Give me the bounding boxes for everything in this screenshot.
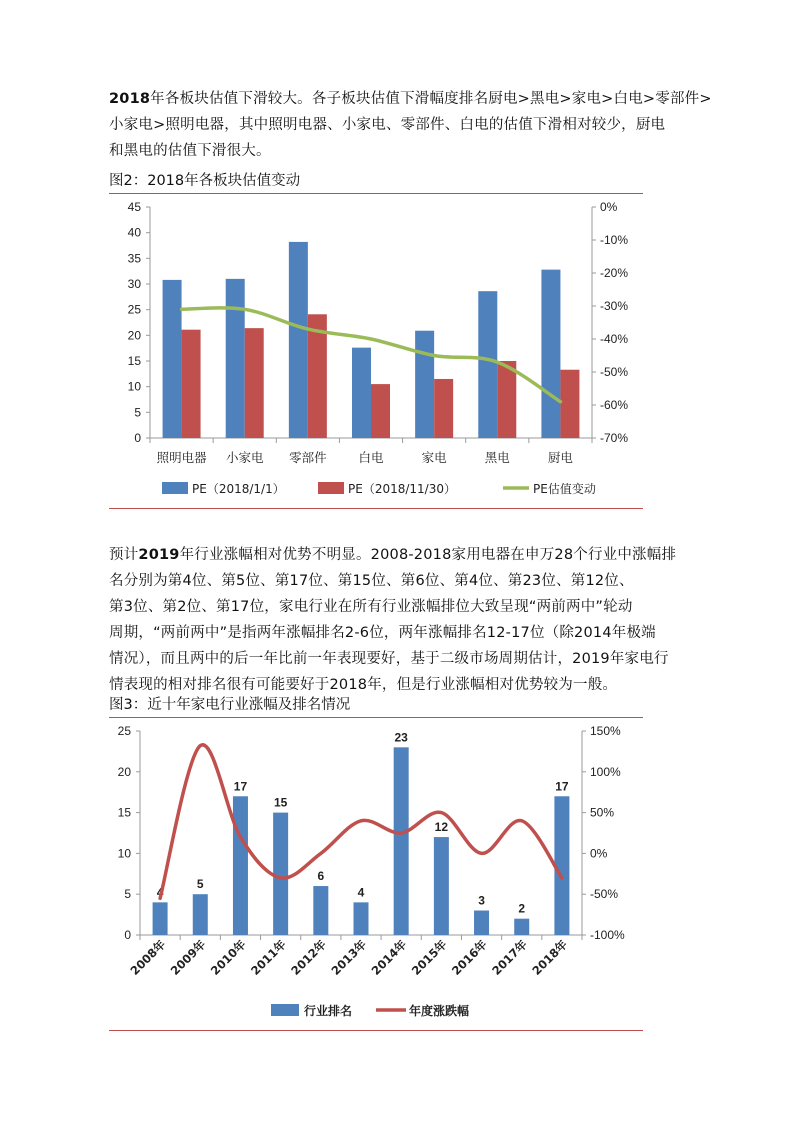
fig3-data-label: 6	[317, 869, 325, 884]
fig2-bar	[352, 348, 371, 438]
fig2-x-tick-label: 白电	[358, 450, 384, 465]
fig3-legend-label: 年度涨跌幅	[409, 1004, 470, 1018]
fig2-x-tick-label: 照明电器	[156, 450, 207, 465]
para2-line-2: 名分别为第4位、第5位、第17位、第15位、第6位、第4位、第23位、第12位、	[109, 573, 634, 589]
para1-line-3: 和黑电的估值下滑很大。	[109, 143, 271, 159]
fig3-y-tick-label: 25	[117, 724, 131, 738]
fig2-y-tick-label: 35	[127, 251, 141, 266]
fig2-y-tick-label: 25	[127, 302, 141, 317]
fig2-line-series	[182, 308, 561, 402]
fig3-y2-tick-label: 100%	[590, 764, 621, 779]
fig3-data-label: 17	[555, 779, 569, 794]
fig2-caption: 图2：2018年各板块估值变动	[109, 173, 301, 189]
fig3-x-tick-label: 2010年	[207, 937, 249, 978]
fig2-x-tick-label: 厨电	[547, 450, 573, 465]
fig2-y2-tick-label: -70%	[600, 431, 629, 445]
fig3-y-tick-label: 10	[117, 846, 131, 861]
para2-line-3: 第3位、第2位、第17位，家电行业在所有行业涨幅排位大致呈现“两前两中”轮动	[109, 599, 633, 615]
fig2-bar	[497, 361, 516, 438]
fig3-bar	[153, 902, 168, 935]
fig3-data-label: 23	[394, 730, 408, 745]
fig3-bar	[193, 894, 208, 935]
fig3-bar	[354, 902, 369, 935]
fig2-bar	[163, 280, 182, 438]
fig2-y2-tick-label: 0%	[600, 200, 618, 214]
fig2-x-tick-label: 零部件	[289, 450, 327, 465]
para2-line-6: 情表现的相对排名很有可能要好于2018年，但是行业涨幅相对优势较为一般。	[109, 677, 618, 693]
fig2-x-tick-label: 小家电	[225, 450, 264, 465]
fig3-y2-tick-label: -100%	[590, 928, 625, 942]
fig2-x-tick-label: 家电	[421, 450, 447, 465]
fig2-legend-label: PE估值变动	[533, 482, 596, 496]
fig3-x-tick-label: 2009年	[167, 937, 209, 978]
fig3-bar	[233, 796, 248, 935]
fig3-caption: 图3：近十年家电行业涨幅及排名情况	[109, 697, 351, 713]
fig3-top-rule	[109, 717, 643, 718]
fig2-y-tick-label: 15	[127, 354, 141, 368]
fig3-x-tick-label: 2017年	[489, 937, 530, 978]
fig2-y-tick-label: 30	[127, 277, 141, 291]
fig2-legend-label: PE（2018/11/30）	[348, 482, 456, 496]
para2-line-5: 情况），而且两中的后一年比前一年表现要好，基于二级市场周期估计，2019年家电行	[109, 651, 669, 667]
fig3-bar	[514, 919, 529, 935]
fig2-bar	[478, 291, 497, 438]
fig2-bar	[560, 370, 579, 438]
fig3-bar	[474, 911, 489, 935]
fig2-bar	[415, 331, 434, 438]
fig3-line-series	[160, 745, 562, 898]
fig3-x-tick-label: 2012年	[288, 937, 329, 978]
fig3-y2-tick-label: 50%	[590, 805, 615, 820]
fig3-y-tick-label: 15	[117, 805, 131, 820]
fig2-legend-label: PE（2018/1/1）	[192, 482, 285, 496]
fig2-top-rule	[109, 193, 643, 194]
fig2-bar	[434, 379, 453, 438]
para1-line-2: 小家电>照明电器，其中照明电器、小家电、零部件、白电的估值下滑相对较少，厨电	[109, 117, 666, 133]
fig2-y-tick-label: 45	[127, 200, 141, 214]
fig2-y2-tick-label: -30%	[600, 299, 629, 313]
fig3-data-label: 12	[434, 820, 449, 835]
fig3-data-label: 2	[518, 901, 526, 916]
fig2-y-tick-label: 40	[127, 225, 141, 240]
fig2-y2-tick-label: -40%	[600, 332, 629, 346]
fig3-x-tick-label: 2016年	[448, 937, 490, 978]
fig3-y2-tick-label: -50%	[590, 887, 619, 902]
fig2-y-tick-label: 20	[127, 328, 141, 343]
fig2-y-tick-label: 10	[127, 379, 141, 394]
fig3-bar	[394, 747, 409, 935]
paragraph-valuation	[109, 86, 721, 164]
fig2-bar	[541, 270, 560, 438]
fig3-y-tick-label: 5	[124, 887, 131, 902]
fig3-x-tick-label: 2015年	[408, 937, 450, 978]
fig2-y2-tick-label: -50%	[600, 365, 629, 379]
fig2-legend-swatch	[318, 482, 344, 494]
fig3-y2-tick-label: 0%	[590, 846, 608, 861]
fig3-x-tick-label: 2014年	[368, 937, 410, 978]
fig3-bar	[313, 886, 328, 935]
fig2-bar	[308, 314, 327, 438]
fig3-x-tick-label: 2013年	[328, 937, 370, 978]
fig3-data-label: 4	[357, 885, 365, 900]
fig2-bar	[289, 242, 308, 438]
fig2-y-tick-label: 5	[134, 405, 141, 420]
fig2-y2-tick-label: -60%	[600, 398, 629, 412]
fig3-y2-tick-label: 150%	[590, 724, 621, 738]
fig3-bar	[554, 796, 569, 935]
fig2-legend-swatch	[162, 482, 188, 494]
fig3-x-tick-label: 2008年	[127, 937, 169, 978]
fig3-y-tick-label: 20	[117, 764, 131, 779]
fig3-bar	[273, 813, 288, 935]
para2-line-4: 周期，“两前两中”是指两年涨幅排名2-6位，两年涨幅排名12-17位（除2014年极端	[109, 625, 656, 641]
fig2-y-tick-label: 0	[134, 431, 141, 445]
fig3-x-tick-label: 2018年	[529, 937, 571, 978]
fig2-y2-tick-label: -10%	[600, 233, 629, 247]
fig2-x-tick-label: 黑电	[484, 450, 510, 465]
fig3-bottom-rule	[109, 1030, 643, 1031]
fig2-bar	[245, 328, 264, 438]
fig2-bar	[226, 279, 245, 438]
fig3-legend-label: 行业排名	[304, 1004, 353, 1018]
fig2-y2-tick-label: -20%	[600, 266, 629, 280]
para2-line-1: 预计2019年行业涨幅相对优势不明显。2008-2018家用电器在申万28个行业中涨幅排	[109, 547, 677, 563]
fig3-data-label: 17	[233, 779, 248, 794]
fig3-y-tick-label: 0	[124, 928, 131, 942]
fig3-x-tick-label: 2011年	[248, 937, 289, 978]
fig3-data-label: 3	[478, 893, 485, 908]
fig3-bar	[434, 837, 449, 935]
paragraph-outlook	[109, 542, 721, 698]
fig3-data-label: 4	[156, 885, 164, 900]
para1-line-1: 2018年各板块估值下滑较大。各子板块估值下滑幅度排名厨电>黑电>家电>白电>零部件>	[109, 91, 712, 107]
fig2-bottom-rule	[109, 508, 643, 509]
fig2-bar	[371, 384, 390, 438]
fig3-data-label: 5	[196, 877, 204, 892]
fig3-data-label: 15	[273, 795, 288, 810]
fig2-bar	[182, 330, 201, 438]
fig3-legend-swatch	[271, 1004, 299, 1016]
